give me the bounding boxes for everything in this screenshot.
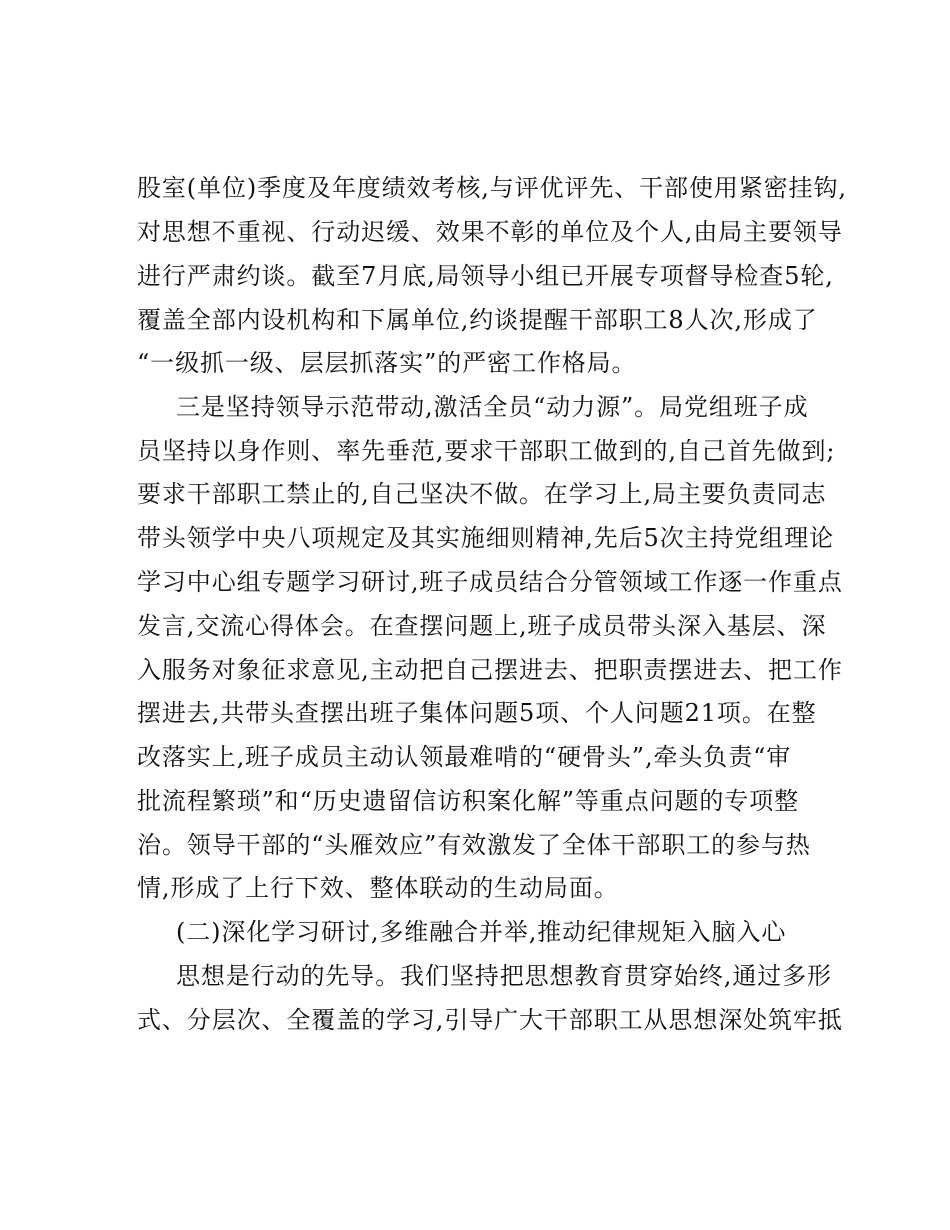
text-line: 发言,交流心得体会。在查摆问题上,班子成员带头深入基层、深 (137, 612, 827, 640)
text-line: 治。领导干部的“头雁效应”有效激发了全体干部职工的参与热 (137, 831, 811, 859)
text-line: “一级抓一级、层层抓落实”的严密工作格局。 (137, 349, 637, 377)
text-line: 覆盖全部内设机构和下属单位,约谈提醒干部职工8人次,形成了 (137, 306, 818, 334)
text-line: 批流程繁琐”和“历史遗留信访积案化解”等重点问题的专项整 (137, 787, 800, 815)
text-line: 学习中心组专题学习研讨,班子成员结合分管领域工作逐一作重点 (137, 568, 843, 596)
text-line: 对思想不重视、行动迟缓、效果不彰的单位及个人,由局主要领导 (137, 218, 843, 246)
text-line: 员坚持以身作则、率先垂范,要求干部职工做到的,自己首先做到; (137, 437, 836, 465)
paragraph-start-line: 三是坚持领导示范带动,激活全员“动力源”。局党组班子成 (176, 393, 809, 421)
text-line: 改落实上,班子成员主动认领最难啃的“硬骨头”,牵头负责“审 (137, 743, 792, 771)
text-line: 股室(单位)季度及年度绩效考核,与评优评先、干部使用紧密挂钩, (137, 174, 847, 202)
text-line: 带头领学中央八项规定及其实施细则精神,先后5次主持党组理论 (137, 524, 834, 552)
text-line: 式、分层次、全覆盖的学习,引导广大干部职工从思想深处筑牢抵 (137, 1006, 843, 1034)
section-heading: (二)深化学习研讨,多维融合并举,推动纪律规矩入脑入心 (176, 918, 787, 946)
text-line: 摆进去,共带头查摆出班子集体问题5项、个人问题21项。在整 (137, 699, 817, 727)
text-line: 进行严肃约谈。截至7月底,局领导小组已开展专项督导检查5轮, (137, 262, 834, 290)
paragraph-start-line: 思想是行动的先导。我们坚持把思想教育贯穿始终,通过多形 (176, 962, 832, 990)
text-line: 入服务对象征求意见,主动把自己摆进去、把职责摆进去、把工作 (137, 656, 843, 684)
text-line: 情,形成了上行下效、整体联动的生动局面。 (137, 874, 619, 902)
text-line: 要求干部职工禁止的,自己坚决不做。在学习上,局主要负责同志 (137, 480, 827, 508)
